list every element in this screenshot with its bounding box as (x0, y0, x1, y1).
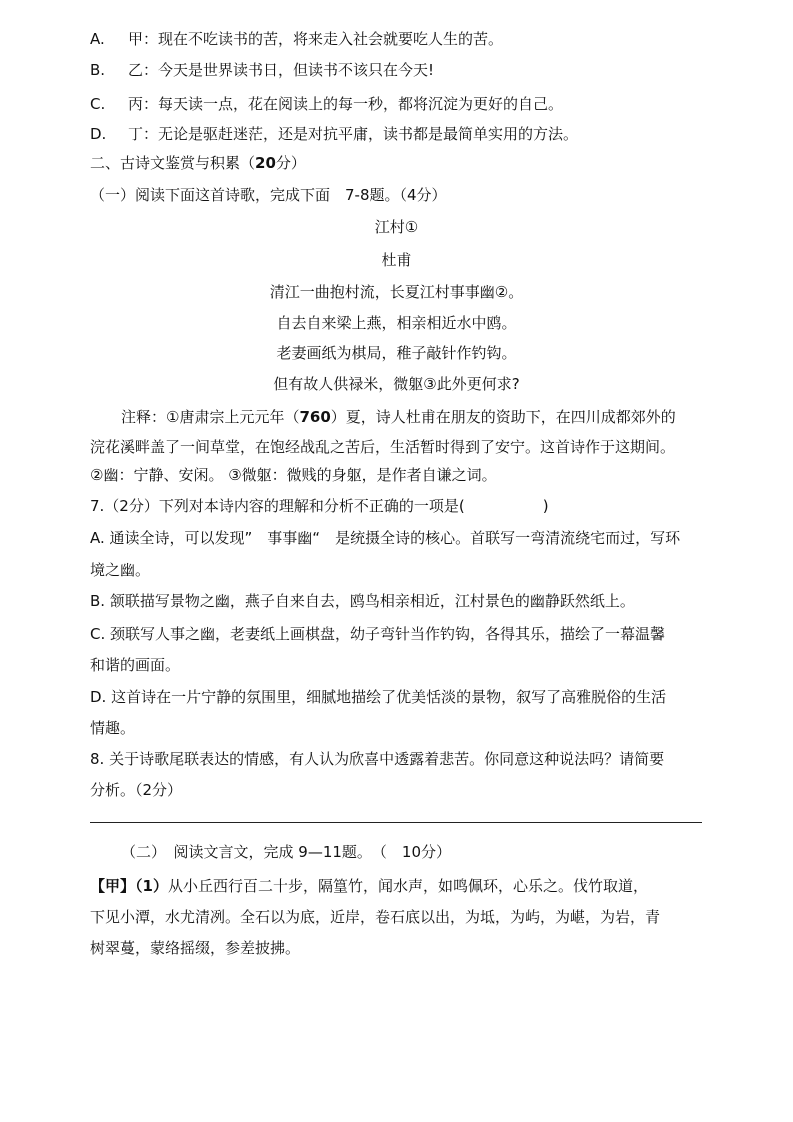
jia-text: 从小丘西行百二十步，隔篁竹，闻水声，如鸣佩环，心乐之。伐竹取道， (167, 877, 648, 895)
q8-line1: 8. 关于诗歌尾联表达的情感，有人认为欣喜中透露着悲苦。你同意这种说法吗？请简要 (90, 750, 665, 768)
section-heading-pre: 二、古诗文鉴赏与积累（ (90, 154, 256, 172)
option-letter: A. (90, 30, 105, 48)
option-text: 甲：现在不吃读书的苦，将来走入社会就要吃人生的苦。 (128, 30, 504, 48)
jia-line2: 下见小潭，水尤清冽。全石以为底，近岸，卷石底以出，为坻，为屿，为嵁，为岩，青 (90, 908, 661, 926)
poem-line: 清江一曲抱村流，长夏江村事事幽②。 (269, 283, 524, 301)
option-d (90, 124, 578, 144)
q7-option-b: B. 颔联描写景物之幽，燕子自来自去，鸥鸟相亲相近，江村景色的幽静跃然纸上。 (90, 592, 635, 610)
q7-stem-text: 7.（2分）下列对本诗内容的理解和分析不正确的一项是( (90, 497, 465, 515)
q7-option-a-line2: 境之幽。 (90, 561, 151, 579)
note-year: 760 (299, 408, 331, 426)
part1-intro: （一）阅读下面这首诗歌，完成下面 7-8题。（4分） (90, 186, 447, 204)
q7-option-c-line1: C. 颈联写人事之幽，老妻纸上画棋盘，幼子弯针当作钓钩，各得其乐，描绘了一幕温馨 (90, 625, 666, 643)
poem-line: 但有故人供禄米，微躯③此外更何求? (273, 375, 520, 393)
poem-author: 杜甫 (381, 251, 412, 269)
q7-option-d-line2: 情趣。 (90, 719, 136, 737)
note-line-1 (121, 407, 676, 427)
note-post: ）夏，诗人杜甫在朋友的资助下，在四川成都郊外的 (330, 408, 676, 426)
note-pre: 注释：①唐肃宗上元元年（ (121, 408, 300, 426)
q7-stem-close: ) (542, 497, 549, 515)
section-heading (90, 153, 306, 173)
option-letter: C. (90, 95, 106, 113)
q7-option-d-line1: D. 这首诗在一片宁静的氛围里，细腻地描绘了优美恬淡的景物，叙写了高雅脱俗的生活 (90, 688, 667, 706)
section-heading-score: 20 (255, 154, 276, 172)
poem-line: 老妻画纸为棋局，稚子敲针作钓钩。 (276, 344, 517, 362)
option-b (90, 60, 434, 80)
q7-option-a-line1: A. 通读全诗，可以发现” 事事幽“ 是统摄全诗的核心。首联写一弯清流绕宅而过，写环 (90, 529, 681, 547)
option-a (90, 29, 503, 49)
note-line-3: ②幽：宁静、安闲。 ③微躯：微贱的身躯，是作者自谦之词。 (90, 466, 497, 484)
option-text: 丁：无论是驱赶迷茫，还是对抗平庸，读书都是最简单实用的方法。 (128, 125, 579, 143)
q7-option-c-line2: 和谐的画面。 (90, 656, 181, 674)
q8-line2: 分析。（2分） (90, 781, 183, 799)
option-c (90, 94, 563, 114)
option-text: 乙：今天是世界读书日，但读书不该只在今天! (128, 61, 435, 79)
jia-num: （1） (135, 877, 168, 895)
jia-line3: 树翠蔓，蒙络摇缀，参差披拂。 (90, 939, 301, 957)
note-line-2: 浣花溪畔盖了一间草堂，在饱经战乱之苦后，生活暂时得到了安宁。这首诗作于这期间。 (90, 438, 676, 456)
jia-label: 【甲】 (90, 877, 136, 895)
jia-line1 (90, 876, 648, 896)
option-letter: D. (90, 125, 107, 143)
poem-title: 江村① (374, 218, 419, 236)
option-text: 丙：每天读一点，花在阅读上的每一秒，都将沉淀为更好的自己。 (128, 95, 564, 113)
part2-intro: （二） 阅读文言文，完成 9—11题。 （ 10分） (121, 843, 451, 861)
q7-stem (90, 496, 549, 516)
answer-line[interactable] (90, 822, 702, 823)
section-heading-post: 分） (275, 154, 306, 172)
poem-line: 自去自来梁上燕，相亲相近水中鸥。 (276, 314, 517, 332)
option-letter: B. (90, 61, 106, 79)
